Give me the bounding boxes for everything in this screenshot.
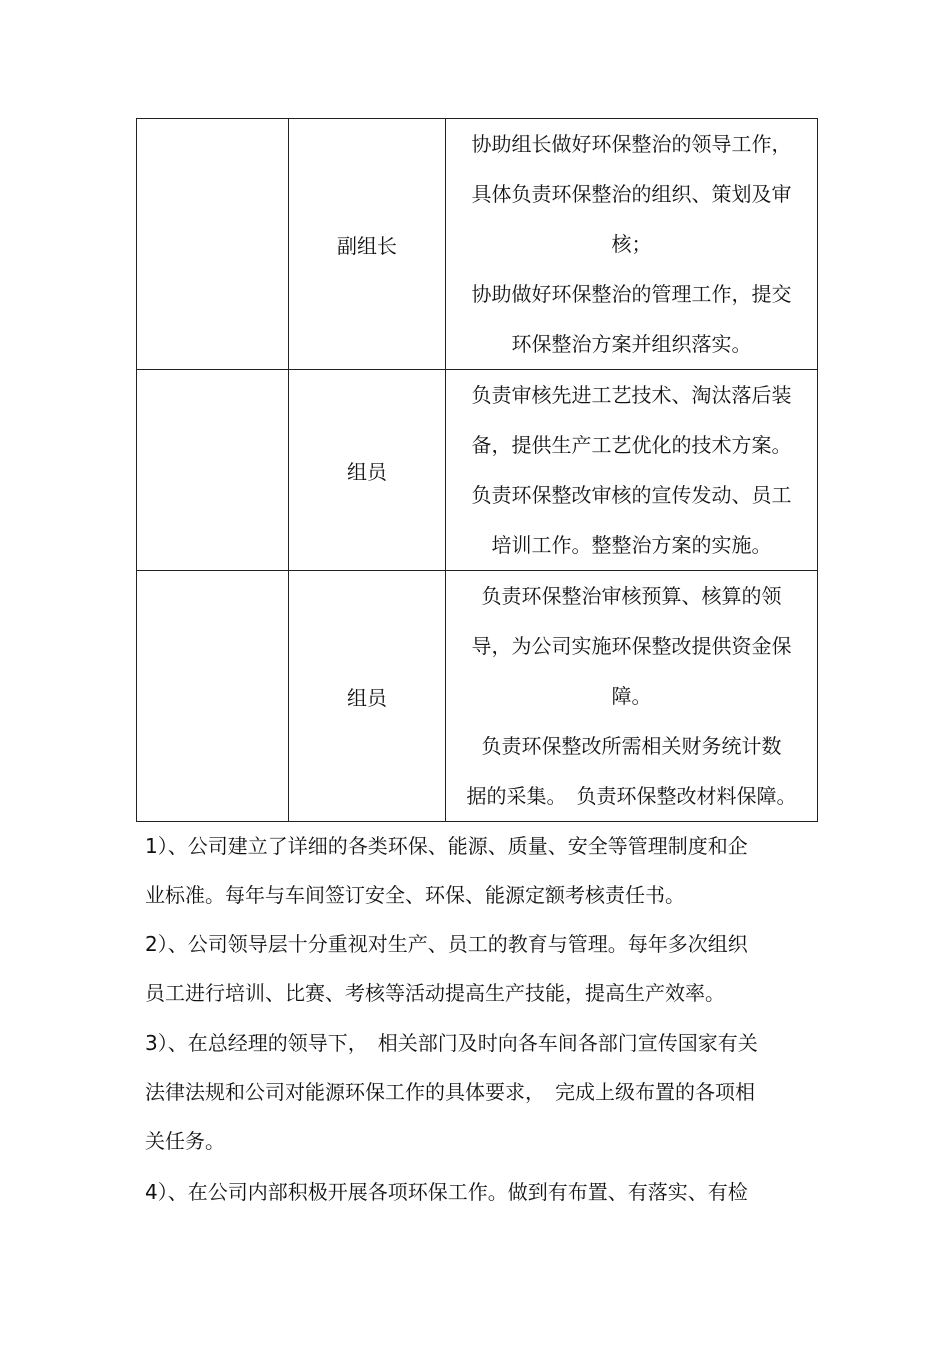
paragraph-1: [145, 822, 805, 920]
paragraph-line: 业标准。每年与车间签订安全、环保、能源定额考核责任书。: [145, 883, 685, 907]
paragraph-line: 3）、在总经理的领导下， 相关部门及时向各车间各部门宣传国家有关: [145, 1031, 758, 1055]
duty-line: 核；: [611, 232, 652, 256]
role-cell: 副组长: [289, 119, 446, 370]
duty-line: 备，提供生产工艺优化的技术方案。: [471, 433, 792, 457]
duty-line: 据的采集。 负责环保整改材料保障。: [466, 784, 797, 808]
responsibility-table: [136, 118, 818, 822]
paragraph-3: [145, 1019, 805, 1166]
duty-line: 具体负责环保整治的组织、策划及审: [471, 182, 792, 206]
duty-line: 导，为公司实施环保整改提供资金保: [471, 634, 792, 658]
table-row: [137, 571, 818, 822]
duty-line: 负责审核先进工艺技术、淘汰落后装: [471, 383, 792, 407]
table-row: [137, 119, 818, 370]
duty-line: 协助组长做好环保整治的领导工作，: [471, 132, 792, 156]
role-cell: 组员: [289, 370, 446, 571]
duty-line: 负责环保整改审核的宣传发动、员工: [471, 483, 792, 507]
paragraph-line: 4）、在公司内部积极开展各项环保工作。做到有布置、有落实、有检: [145, 1180, 748, 1204]
paragraph-line: 1）、公司建立了详细的各类环保、能源、质量、安全等管理制度和企: [145, 834, 748, 858]
table-cell-empty: [137, 571, 289, 822]
duty-line: 障。: [611, 684, 652, 708]
duty-line: 环保整治方案并组织落实。: [511, 332, 752, 356]
duty-line: 协助做好环保整治的管理工作，提交: [471, 282, 792, 306]
paragraph-line: 法律法规和公司对能源环保工作的具体要求， 完成上级布置的各项相: [145, 1080, 755, 1104]
duty-line: 培训工作。整整治方案的实施。: [491, 533, 772, 557]
table-cell-empty: [137, 370, 289, 571]
table-cell-empty: [137, 119, 289, 370]
table-row: [137, 370, 818, 571]
duty-cell: [446, 119, 818, 370]
paragraph-line: 员工进行培训、比赛、考核等活动提高生产技能，提高生产效率。: [145, 981, 725, 1005]
duty-cell: [446, 370, 818, 571]
paragraph-line: 2）、公司领导层十分重视对生产、员工的教育与管理。每年多次组织: [145, 932, 748, 956]
paragraph-2: [145, 920, 805, 1018]
paragraph-4: [145, 1168, 805, 1217]
role-cell: 组员: [289, 571, 446, 822]
paragraph-line: 关任务。: [145, 1129, 225, 1153]
duty-cell: [446, 571, 818, 822]
duty-line: 负责环保整治审核预算、核算的领: [481, 584, 782, 608]
duty-line: 负责环保整改所需相关财务统计数: [481, 734, 782, 758]
